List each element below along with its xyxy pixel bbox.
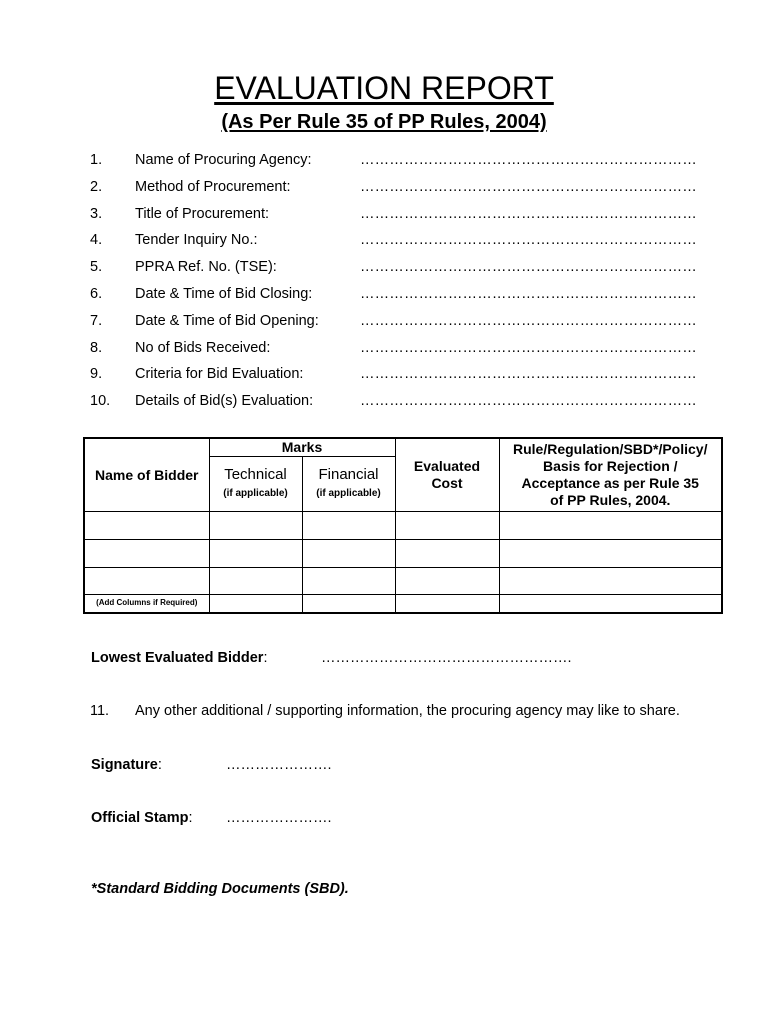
add-columns-note: (Add Columns if Required) [84,595,209,613]
financial-cell[interactable] [302,595,395,613]
signature-label: Signature [91,757,158,773]
lowest-bidder-blank[interactable]: ……………………………………………. [321,650,572,666]
cost-cell[interactable] [395,512,499,540]
fill-in-blank[interactable]: …………………………………………………………… [360,152,697,168]
financial-cell[interactable] [302,512,395,540]
fill-in-blank[interactable]: …………………………………………………………… [360,205,697,222]
table-row [84,512,722,540]
list-item [90,257,730,284]
list-item [90,364,730,391]
table-row [84,595,722,613]
header-rule-line: of PP Rules, 2004. [550,492,671,508]
fill-in-blank[interactable]: …………………………………………………………… [360,339,697,356]
item-label: Criteria for Bid Evaluation: [135,366,304,383]
item-number: 5. [90,259,103,276]
lowest-bidder-colon: : [263,650,268,666]
item-label: Date & Time of Bid Closing: [135,285,313,302]
header-rule-line: Basis for Rejection / [542,458,678,474]
report-title: EVALUATION REPORT [214,70,554,106]
bidder-cell[interactable] [84,540,209,568]
technical-label: Technical [224,466,287,483]
header-rule-basis [499,438,722,512]
bidder-cell[interactable] [84,512,209,540]
item-number: 6. [90,285,103,302]
stamp-blank[interactable]: …………………. [226,810,332,826]
cost-cell[interactable] [395,595,499,613]
signature-line [91,756,332,774]
financial-cell[interactable] [302,540,395,568]
sbd-footnote: *Standard Bidding Documents (SBD). [91,881,349,897]
signature-colon: : [157,757,162,773]
header-marks: Marks [209,438,395,457]
lowest-bidder-label: Lowest Evaluated Bidder [91,650,264,666]
list-item [90,204,730,231]
header-name-of-bidder: Name of Bidder [84,438,209,512]
fill-in-blank[interactable]: …………………………………………………………… [360,178,697,195]
bid-evaluation-table [83,437,723,614]
rule-cell[interactable] [499,595,722,613]
technical-cell[interactable] [209,512,302,540]
item-number: 10. [90,393,111,410]
item-label: Date & Time of Bid Opening: [135,312,319,329]
item-label: Any other additional / supporting information, the procuring agency may like to share. [135,703,680,719]
fill-in-blank[interactable]: …………………………………………………………… [360,312,697,329]
list-item [90,391,730,418]
item-label: Details of Bid(s) Evaluation: [135,393,314,410]
item-number: 3. [90,205,103,222]
fill-in-blank[interactable]: …………………………………………………………… [360,259,697,276]
list-item [90,338,730,365]
table-row [84,568,722,595]
list-item [90,230,730,257]
technical-cell[interactable] [209,595,302,613]
item-number: 2. [90,178,103,195]
header-financial [302,457,395,512]
item-number: 7. [90,312,103,329]
list-item [90,311,730,338]
fill-in-blank[interactable]: …………………………………………………………… [360,366,697,383]
item-number: 9. [90,366,103,383]
details-list [90,150,730,418]
stamp-label: Official Stamp [91,810,189,826]
signature-blank[interactable]: …………………. [226,757,332,773]
technical-cell[interactable] [209,568,302,595]
table-header-row [84,438,722,457]
item-label: Name of Procuring Agency: [135,152,312,168]
rule-cell[interactable] [499,512,722,540]
header-rule-line: Rule/Regulation/SBD*/Policy/ [513,441,708,457]
rule-cell[interactable] [499,540,722,568]
table-row [84,540,722,568]
list-item [90,150,730,177]
bidder-cell[interactable] [84,568,209,595]
financial-cell[interactable] [302,568,395,595]
cost-cell[interactable] [395,568,499,595]
item-number: 1. [90,152,103,168]
item-number: 8. [90,339,103,356]
item-number: 11. [90,703,110,719]
header-rule-line: Acceptance as per Rule 35 [521,475,699,491]
lowest-evaluated-bidder [91,649,572,667]
list-item [90,284,730,311]
official-stamp-line [91,809,332,827]
item-label: PPRA Ref. No. (TSE): [135,259,277,276]
technical-note: (if applicable) [223,488,288,499]
fill-in-blank[interactable]: …………………………………………………………… [360,285,697,302]
fill-in-blank[interactable]: …………………………………………………………… [360,232,697,249]
list-item [90,177,730,204]
technical-cell[interactable] [209,540,302,568]
financial-label: Financial [318,466,379,483]
header-evaluated-cost [395,438,499,512]
header-technical [209,457,302,512]
financial-note: (if applicable) [316,488,381,499]
stamp-colon: : [188,810,193,826]
fill-in-blank[interactable]: …………………………………………………………… [360,393,697,410]
item-label: Tender Inquiry No.: [135,232,258,249]
item-label: Method of Procurement: [135,178,291,195]
header-cost-line: Cost [431,475,463,491]
item-label: No of Bids Received: [135,339,271,356]
item-11 [90,702,680,720]
item-label: Title of Procurement: [135,205,270,222]
cost-cell[interactable] [395,540,499,568]
rule-cell[interactable] [499,568,722,595]
report-subtitle: (As Per Rule 35 of PP Rules, 2004) [221,111,547,133]
item-number: 4. [90,232,103,249]
header-cost-line: Evaluated [413,458,481,474]
